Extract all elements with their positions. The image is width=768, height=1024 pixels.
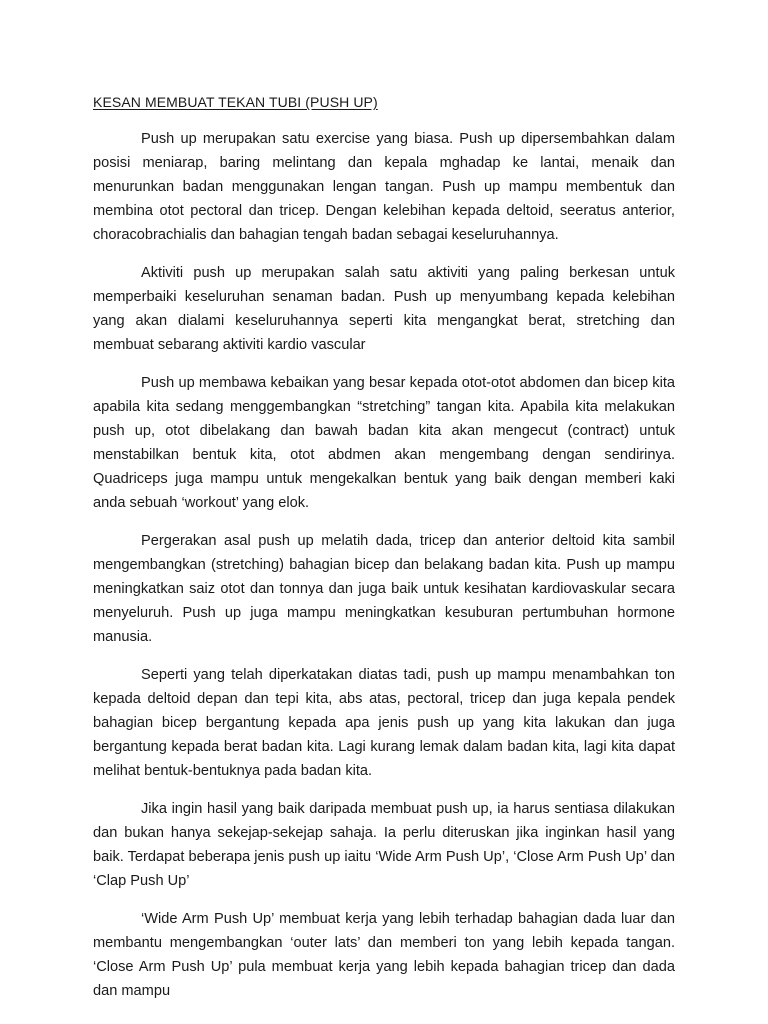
paragraph-7: ‘Wide Arm Push Up’ membuat kerja yang lebih terhadap bahagian dada luar dan membantu mengembangkan ‘outer lats’ dan memberi ton yang lebih kepada tangan. ‘Close Arm Push Up’ pula membuat kerja yang lebih kepada bahagian tricep dan dada dan mampu (93, 911, 675, 999)
paragraph-2: Aktiviti push up merupakan salah satu aktiviti yang paling berkesan untuk memperbaiki keseluruhan senaman badan. Push up menyumbang kepada kelebihan yang akan dialami keseluruhannya seperti kita mengangkat berat, stretching dan membuat sebarang aktiviti kardio vascular (93, 265, 675, 353)
paragraph-3: Push up membawa kebaikan yang besar kepada otot-otot abdomen dan bicep kita apabila kita sedang menggembangkan “stretching” tangan kita. Apabila kita melakukan push up, otot dibelakang dan bawah badan kita akan mengecut (contract) untuk menstabilkan bentuk kita, otot abdmen akan mengembang dengan sendirinya. Quadriceps juga mampu untuk mengekalkan bentuk yang baik dengan memberi kaki anda sebuah ‘workout’ yang elok. (93, 375, 675, 511)
paragraph-1: Push up merupakan satu exercise yang biasa. Push up dipersembahkan dalam posisi meniarap, baring melintang dan kepala mghadap ke lantai, menaik dan menurunkan badan menggunakan lengan tangan. Push up mampu membentuk dan membina otot pectoral dan tricep. Dengan kelebihan kepada deltoid, seeratus anterior, choracobrachialis dan bahagian tengah badan sebagai keseluruhannya. (93, 131, 675, 243)
paragraph-4: Pergerakan asal push up melatih dada, tricep dan anterior deltoid kita sambil mengembangkan (stretching) bahagian bicep dan belakang badan kita. Push up mampu meningkatkan saiz otot dan tonnya dan juga baik untuk kesihatan kardiovaskular secara menyeluruh. Push up juga mampu meningkatkan kesuburan pertumbuhan hormone manusia. (93, 533, 675, 645)
document-title: KESAN MEMBUAT TEKAN TUBI (PUSH UP) (93, 94, 378, 110)
document-body (93, 127, 675, 1003)
paragraph-6: Jika ingin hasil yang baik daripada membuat push up, ia harus sentiasa dilakukan dan bukan hanya sekejap-sekejap sahaja. Ia perlu diteruskan jika inginkan hasil yang baik. Terdapat beberapa jenis push up iaitu ‘Wide Arm Push Up’, ‘Close Arm Push Up’ dan ‘Clap Push Up’ (93, 801, 675, 889)
paragraph-5: Seperti yang telah diperkatakan diatas tadi, push up mampu menambahkan ton kepada deltoid depan dan tepi kita, abs atas, pectoral, tricep dan juga kepala pendek bahagian bicep bergantung kepada apa jenis push up yang kita lakukan dan juga bergantung kepada berat badan kita. Lagi kurang lemak dalam badan kita, lagi kita dapat melihat bentuk-bentuknya pada badan kita. (93, 667, 675, 779)
